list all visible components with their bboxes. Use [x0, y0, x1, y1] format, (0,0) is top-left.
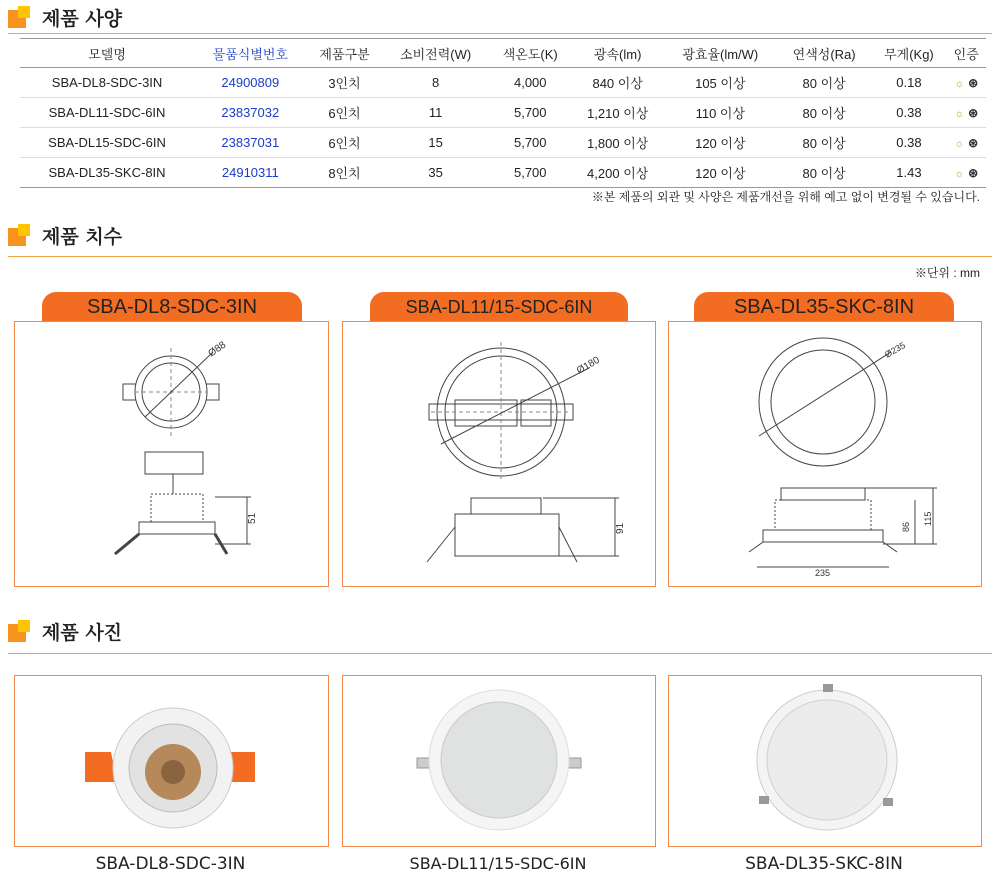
efficiency-mark-icon: ☼	[954, 138, 965, 150]
table-row	[20, 158, 986, 188]
divider	[8, 33, 992, 34]
cell-power: 35	[382, 158, 488, 188]
product-photo	[669, 676, 981, 846]
cell-cert	[946, 68, 986, 98]
cell-efficacy: 120 이상	[664, 128, 777, 158]
cell-weight: 0.18	[871, 68, 946, 98]
cell-type: 6인치	[307, 98, 383, 128]
cell-power: 11	[382, 98, 488, 128]
col-header: 인증	[946, 39, 986, 68]
cell-weight: 1.43	[871, 158, 946, 188]
col-header: 제품구분	[307, 39, 383, 68]
table-header-row	[20, 39, 986, 68]
drawing-panel	[668, 321, 982, 587]
efficiency-mark-icon: ☼	[954, 168, 965, 180]
cell-flux: 840 이상	[572, 68, 664, 98]
cell-type: 3인치	[307, 68, 383, 98]
cell-id: 24900809	[194, 68, 306, 98]
cell-flux: 1,800 이상	[572, 128, 664, 158]
kc-mark-icon: ⊛	[968, 76, 979, 90]
table-row	[20, 98, 986, 128]
cell-flux: 4,200 이상	[572, 158, 664, 188]
cell-model: SBA-DL15-SDC-6IN	[20, 128, 194, 158]
photo-panel	[342, 675, 656, 847]
cell-cri: 80 이상	[777, 158, 871, 188]
table-row	[20, 68, 986, 98]
col-header: 소비전력(W)	[382, 39, 488, 68]
section-title: 제품 치수	[42, 226, 123, 248]
cell-id: 23837031	[194, 128, 306, 158]
col-header: 연색성(Ra)	[777, 39, 871, 68]
kc-mark-icon: ⊛	[968, 136, 979, 150]
dimension-label: Ø180	[575, 354, 602, 377]
dimension-label: Ø88	[206, 339, 229, 360]
dimension-label: 91	[615, 522, 626, 534]
photo-caption: SBA-DL11/15-SDC-6IN	[409, 854, 587, 873]
model-tab: SBA-DL35-SKC-8IN	[694, 292, 954, 322]
section-title: 제품 사진	[42, 622, 123, 644]
cell-cert	[946, 98, 986, 128]
table-row	[20, 128, 986, 158]
cell-cct: 5,700	[489, 128, 572, 158]
cell-id: 24910311	[194, 158, 306, 188]
model-tab: SBA-DL8-SDC-3IN	[42, 292, 302, 322]
disclaimer-note: ※본 제품의 외관 및 사양은 제품개선을 위해 예고 없이 변경될 수 있습니다.	[591, 190, 980, 204]
product-photo	[15, 676, 328, 846]
cell-model: SBA-DL8-SDC-3IN	[20, 68, 194, 98]
cell-efficacy: 120 이상	[664, 158, 777, 188]
dimension-drawing	[343, 322, 655, 586]
cell-power: 15	[382, 128, 488, 158]
col-header: 광효율(lm/W)	[664, 39, 777, 68]
cell-model: SBA-DL35-SKC-8IN	[20, 158, 194, 188]
photo-caption: SBA-DL35-SKC-8IN	[745, 854, 903, 874]
col-header: 모델명	[20, 39, 194, 68]
cell-type: 6인치	[307, 128, 383, 158]
cell-weight: 0.38	[871, 98, 946, 128]
col-header: 색온도(K)	[489, 39, 572, 68]
efficiency-mark-icon: ☼	[954, 108, 965, 120]
cell-cct: 5,700	[489, 98, 572, 128]
cell-cri: 80 이상	[777, 68, 871, 98]
cell-cri: 80 이상	[777, 98, 871, 128]
cell-cert	[946, 158, 986, 188]
photo-panel	[14, 675, 329, 847]
dimension-drawing	[15, 322, 328, 586]
divider	[8, 256, 992, 257]
efficiency-mark-icon: ☼	[954, 78, 965, 90]
divider	[8, 653, 992, 654]
cell-id: 23837032	[194, 98, 306, 128]
section-title: 제품 사양	[42, 8, 123, 30]
cell-flux: 1,210 이상	[572, 98, 664, 128]
kc-mark-icon: ⊛	[968, 106, 979, 120]
col-header: 무게(Kg)	[871, 39, 946, 68]
cell-cri: 80 이상	[777, 128, 871, 158]
cell-cct: 5,700	[489, 158, 572, 188]
model-tab: SBA-DL11/15-SDC-6IN	[370, 292, 628, 322]
unit-note: ※단위 : mm	[914, 266, 980, 280]
dimension-label: 235	[815, 568, 831, 578]
product-photo	[343, 676, 655, 846]
dimension-label: 86	[901, 521, 911, 532]
col-header: 광속(lm)	[572, 39, 664, 68]
cell-efficacy: 110 이상	[664, 98, 777, 128]
spec-table	[20, 38, 986, 188]
cell-cert	[946, 128, 986, 158]
dimension-label: Ø235	[883, 340, 908, 360]
dimension-label: 51	[247, 512, 258, 524]
cell-type: 8인치	[307, 158, 383, 188]
cell-efficacy: 105 이상	[664, 68, 777, 98]
kc-mark-icon: ⊛	[968, 166, 979, 180]
cell-model: SBA-DL11-SDC-6IN	[20, 98, 194, 128]
photo-panel	[668, 675, 982, 847]
drawing-panel	[14, 321, 329, 587]
cell-power: 8	[382, 68, 488, 98]
dimension-label: 115	[923, 511, 933, 526]
cell-weight: 0.38	[871, 128, 946, 158]
cell-cct: 4,000	[489, 68, 572, 98]
drawing-panel	[342, 321, 656, 587]
photo-caption: SBA-DL8-SDC-3IN	[95, 854, 246, 874]
dimension-drawing	[669, 322, 981, 586]
col-header: 물품식별번호	[194, 39, 306, 68]
